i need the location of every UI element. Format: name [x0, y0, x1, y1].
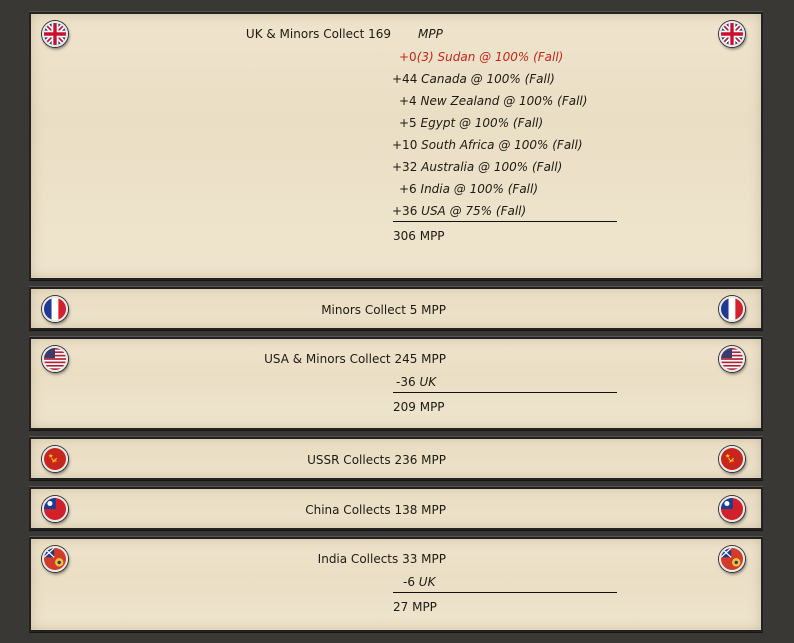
- entry-label: (3) Sudan @ 100% (Fall): [416, 50, 564, 64]
- header-unit: [418, 27, 443, 41]
- entry-label: New Zealand @ 100% (Fall): [420, 94, 588, 108]
- ussr-collect-panel: [29, 436, 763, 481]
- entry-label: UK: [418, 575, 436, 589]
- total-value: 306 MPP: [393, 229, 445, 243]
- total-divider: [393, 592, 617, 593]
- collect-entry: [392, 204, 526, 218]
- panel-header: Minors Collect 5 MPP: [321, 303, 446, 317]
- entry-value: -36: [396, 375, 416, 389]
- entry-value: +32: [392, 160, 418, 174]
- entry-label: Australia @ 100% (Fall): [421, 160, 563, 174]
- collect-entry: [392, 138, 583, 152]
- collect-entry: [392, 160, 562, 174]
- header-text: UK & Minors Collect 169: [245, 27, 391, 41]
- entry-value: +4: [399, 94, 417, 108]
- china-collect-panel: [29, 486, 763, 531]
- total-divider: [393, 221, 617, 222]
- panel-header: India Collects 33 MPP: [317, 552, 446, 566]
- france-flag-icon: [719, 296, 745, 322]
- collect-entry: [392, 72, 555, 86]
- total-divider: [393, 392, 617, 393]
- ussr-flag-icon: [719, 446, 745, 472]
- collect-entry: [399, 116, 543, 130]
- panel-header: USSR Collects 236 MPP: [307, 453, 446, 467]
- collect-entry: [403, 575, 435, 589]
- uk-collect-panel: [29, 11, 763, 281]
- total-value: 209 MPP: [393, 400, 445, 414]
- panel-header: USA & Minors Collect 245 MPP: [264, 352, 446, 366]
- entry-value: +5: [399, 116, 417, 130]
- entry-label: South Africa @ 100% (Fall): [421, 138, 583, 152]
- uk-flag-icon: [719, 21, 745, 47]
- entry-value: +6: [399, 182, 417, 196]
- india-collect-panel: [29, 536, 763, 633]
- total-value: 27 MPP: [393, 600, 437, 614]
- collect-entry: [399, 94, 587, 108]
- entry-label: India @ 100% (Fall): [420, 182, 539, 196]
- entry-value: +0: [399, 50, 417, 64]
- collect-entry: [396, 375, 436, 389]
- entry-value: +36: [392, 204, 418, 218]
- usa-flag-icon: [719, 346, 745, 372]
- india-flag-icon: [719, 546, 745, 572]
- entry-label: UK: [419, 375, 437, 389]
- entry-value: +44: [392, 72, 418, 86]
- header-unit-text: MPP: [418, 27, 443, 41]
- entry-value: +10: [392, 138, 418, 152]
- usa-collect-panel: [29, 336, 763, 431]
- china-flag-icon: [719, 496, 745, 522]
- entry-value: -6: [403, 575, 415, 589]
- collect-entry: [399, 50, 563, 64]
- entry-label: Canada @ 100% (Fall): [421, 72, 555, 86]
- collect-entry: [399, 182, 538, 196]
- panel-header: [30, 27, 391, 41]
- entry-label: Egypt @ 100% (Fall): [420, 116, 544, 130]
- panel-header: China Collects 138 MPP: [305, 503, 446, 517]
- france-collect-panel: [29, 286, 763, 331]
- entry-label: USA @ 75% (Fall): [421, 204, 527, 218]
